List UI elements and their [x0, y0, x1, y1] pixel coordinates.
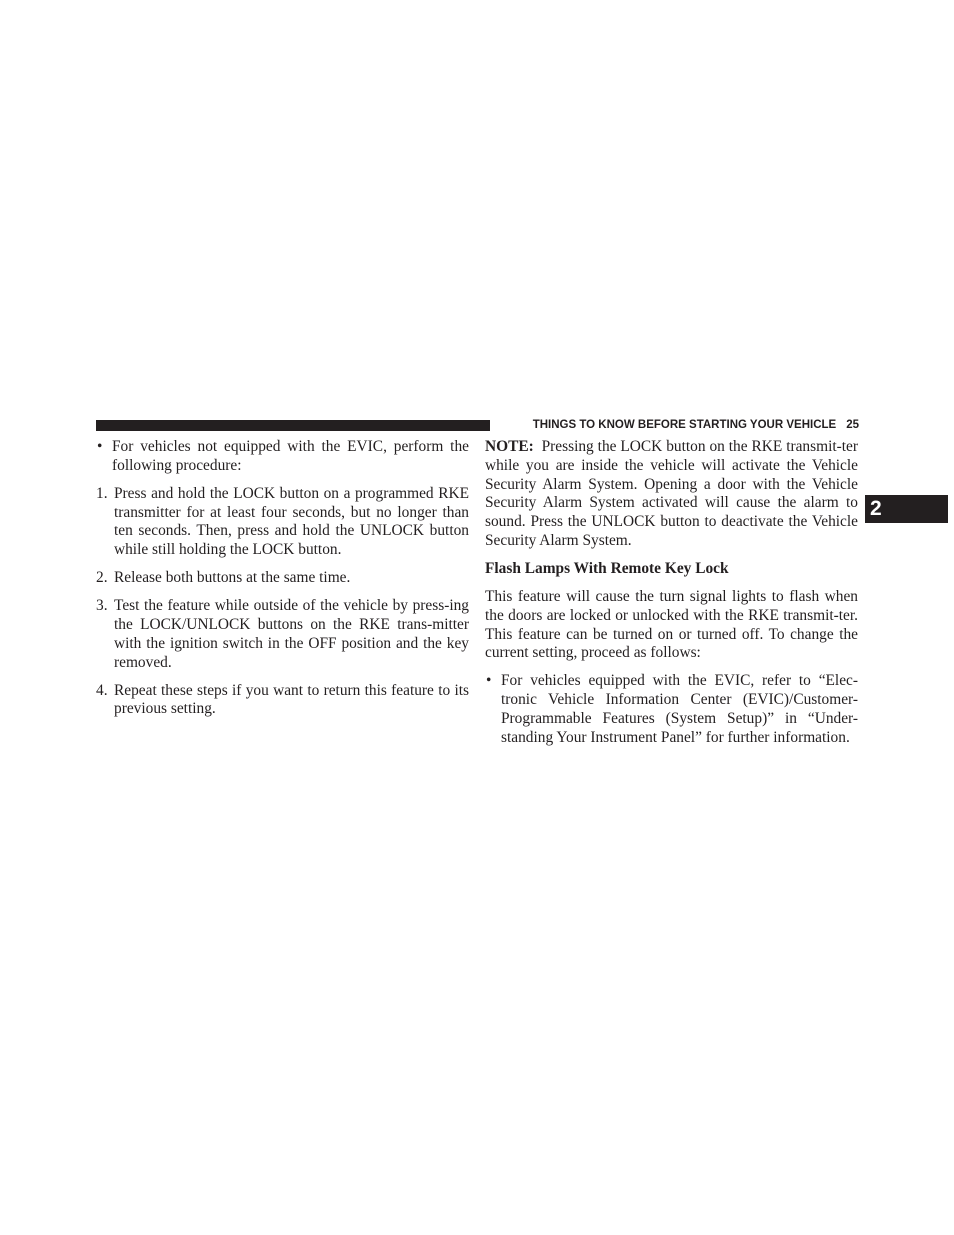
note-text: Pressing the LOCK button on the RKE transmit-ter while you are inside the vehicle will activate the Vehicle Security Alarm System. Opening a door with the Vehicle Security Alarm System activated will cause the alarm to sound. Press the UNLOCK button to deactivate the Vehicle Security Alarm System.: [485, 438, 858, 549]
step-item: [96, 569, 469, 588]
bullet-marker: •: [97, 438, 103, 455]
bullet-text: For vehicles not equipped with the EVIC, perform the following procedure:: [112, 438, 469, 474]
step-text: Repeat these steps if you want to return this feature to its previous setting.: [114, 681, 469, 718]
step-number: 3.: [96, 597, 108, 615]
bullet-text: For vehicles equipped with the EVIC, refer to “Elec-tronic Vehicle Information Center (EVIC)/Customer-Programmable Features (System Setup)” in “Under-standing Your Instrument Panel” for further information.: [501, 672, 858, 746]
step-item: [96, 682, 469, 720]
step-text: Test the feature while outside of the vehicle by press-ing the LOCK/UNLOCK buttons on the RKE trans-mitter with the ignition switch in the OFF position and the key removed.: [114, 597, 469, 671]
step-item: [96, 485, 469, 560]
note-paragraph: [485, 438, 858, 551]
step-number: 4.: [96, 681, 108, 699]
left-column: [96, 438, 469, 719]
header-rule: [96, 420, 490, 431]
header-title: THINGS TO KNOW BEFORE STARTING YOUR VEHICLE: [532, 419, 837, 431]
list-item: [96, 438, 469, 476]
step-number: 2.: [96, 569, 108, 587]
step-item: [96, 597, 469, 672]
list-item: [485, 672, 858, 747]
step-text: Release both buttons at the same time.: [114, 569, 351, 587]
page-number: 25: [846, 419, 859, 431]
section-heading: Flash Lamps With Remote Key Lock: [485, 559, 729, 577]
bullet-marker: •: [486, 672, 492, 690]
chapter-tab: 2: [865, 495, 948, 523]
note-label: NOTE:: [485, 438, 534, 455]
right-column: [485, 438, 858, 748]
step-text: Press and hold the LOCK button on a programmed RKE transmitter for at least four seconds, but no longer than ten seconds. Then, press and hold the UNLOCK button while still holding the LOCK button.: [114, 484, 469, 559]
running-header: [499, 418, 859, 432]
step-number: 1.: [96, 484, 108, 502]
section-paragraph: This feature will cause the turn signal lights to flash when the doors are locked or unlocked with the RKE transmit-ter. This feature can be turned on or turned off. To change the current setting, proceed as follows:: [485, 587, 858, 662]
